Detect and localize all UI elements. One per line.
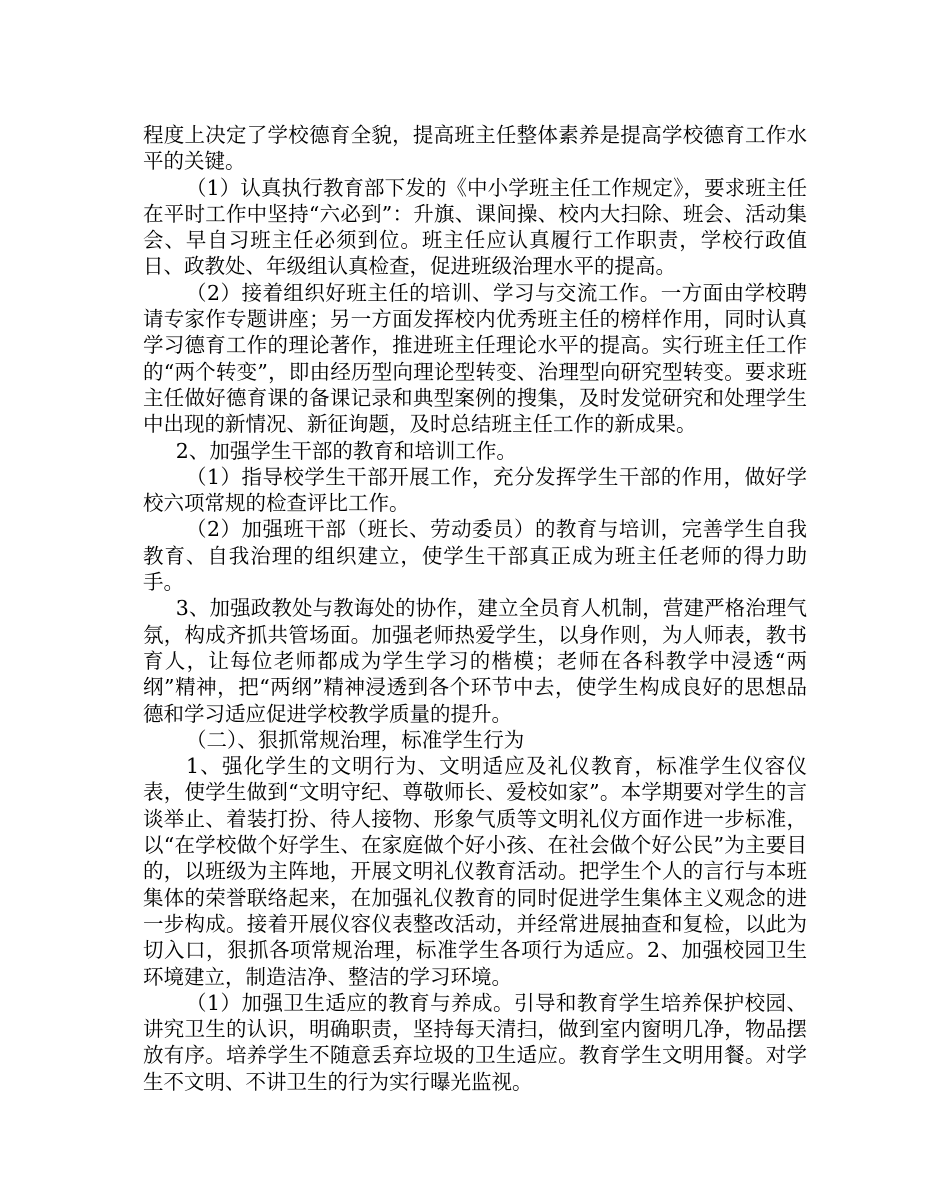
- paragraph-section-2: 2、加强学生干部的教育和培训工作。: [175, 438, 517, 463]
- paragraph-heading-2: （二）、狠抓常规治理，标准学生行为: [186, 727, 525, 752]
- paragraph-section-3: 3、加强政教处与教诲处的协作，建立全员育人机制，营建严格治理气氛，构成齐抓共管场面。加强老师热爱学生，以身作则，为人师表，教书育人，让每位老师都成为学生学习的楷模；老师在各科教学中浸透“两纲”精神，把“两纲”精神浸透到各个环节中去，使学生构成良好的思想品德和学习适应促进学校教学质量的提升。: [143, 596, 807, 726]
- paragraph-intro: 程度上决定了学校德育全貌，提高班主任整体素养是提高学校德育工作水平的关键。: [143, 123, 807, 174]
- paragraph-item-1-1: （1）认真执行教育部下发的《中小学班主任工作规定》，要求班主任在平时工作中坚持“六必到”：升旗、课间操、校内大扫除、班会、活动集会、早自习班主任必须到位。班主任应认真履行工作职责，学校行政值日、政教处、年级组认真检查，促进班级治理水平的提高。: [143, 175, 807, 279]
- paragraph-sub-1-1: （1）加强卫生适应的教育与养成。引导和教育学生培养保护校园、讲究卫生的认识，明确职责，坚持每天清扫，做到室内窗明几净，物品摆放有序。培养学生不随意丢弃垃圾的卫生适应。教育学生文明用餐。对学生不文明、不讲卫生的行为实行曝光监视。: [143, 990, 807, 1094]
- paragraph-sub-1: 1、强化学生的文明行为、文明适应及礼仪教育，标准学生仪容仪表，使学生做到“文明守纪、尊敬师长、爱校如家”。本学期要对学生的言谈举止、着装打扮、待人接物、形象气质等文明礼仪方面作进一步标准，以“在学校做个好学生、在家庭做个好小孩、在社会做个好公民”为主要目的，以班级为主阵地，开展文明礼仪教育活动。把学生个人的言行与本班集体的荣誉联络起来，在加强礼仪教育的同时促进学生集体主义观念的进一步构成。接着开展仪容仪表整改活动，并经常进展抽查和复检，以此为切入口，狠抓各项常规治理，标准学生各项行为适应。2、加强校园卫生环境建立，制造洁净、整洁的学习环境。: [143, 754, 807, 989]
- paragraph-item-2-1: （1）指导校学生干部开展工作，充分发挥学生干部的作用，做好学校六项常规的检查评比工作。: [143, 464, 807, 516]
- paragraph-item-2-2: （2）加强班干部（班长、劳动委员）的教育与培训，完善学生自我教育、自我治理的组织建立，使学生干部真正成为班主任老师的得力助手。: [143, 517, 807, 595]
- paragraph-item-1-2: （2）接着组织好班主任的培训、学习与交流工作。一方面由学校聘请专家作专题讲座；另一方面发挥校内优秀班主任的榜样作用，同时认真学习德育工作的理论著作，推进班主任理论水平的提高。实行班主任工作的“两个转变”，即由经历型向理论型转变、治理型向研究型转变。要求班主任做好德育课的备课记录和典型案例的搜集，及时发觉研究和处理学生中出现的新情况、新征询题，及时总结班主任工作的新成果。: [143, 280, 807, 437]
- document-page: [143, 122, 807, 1095]
